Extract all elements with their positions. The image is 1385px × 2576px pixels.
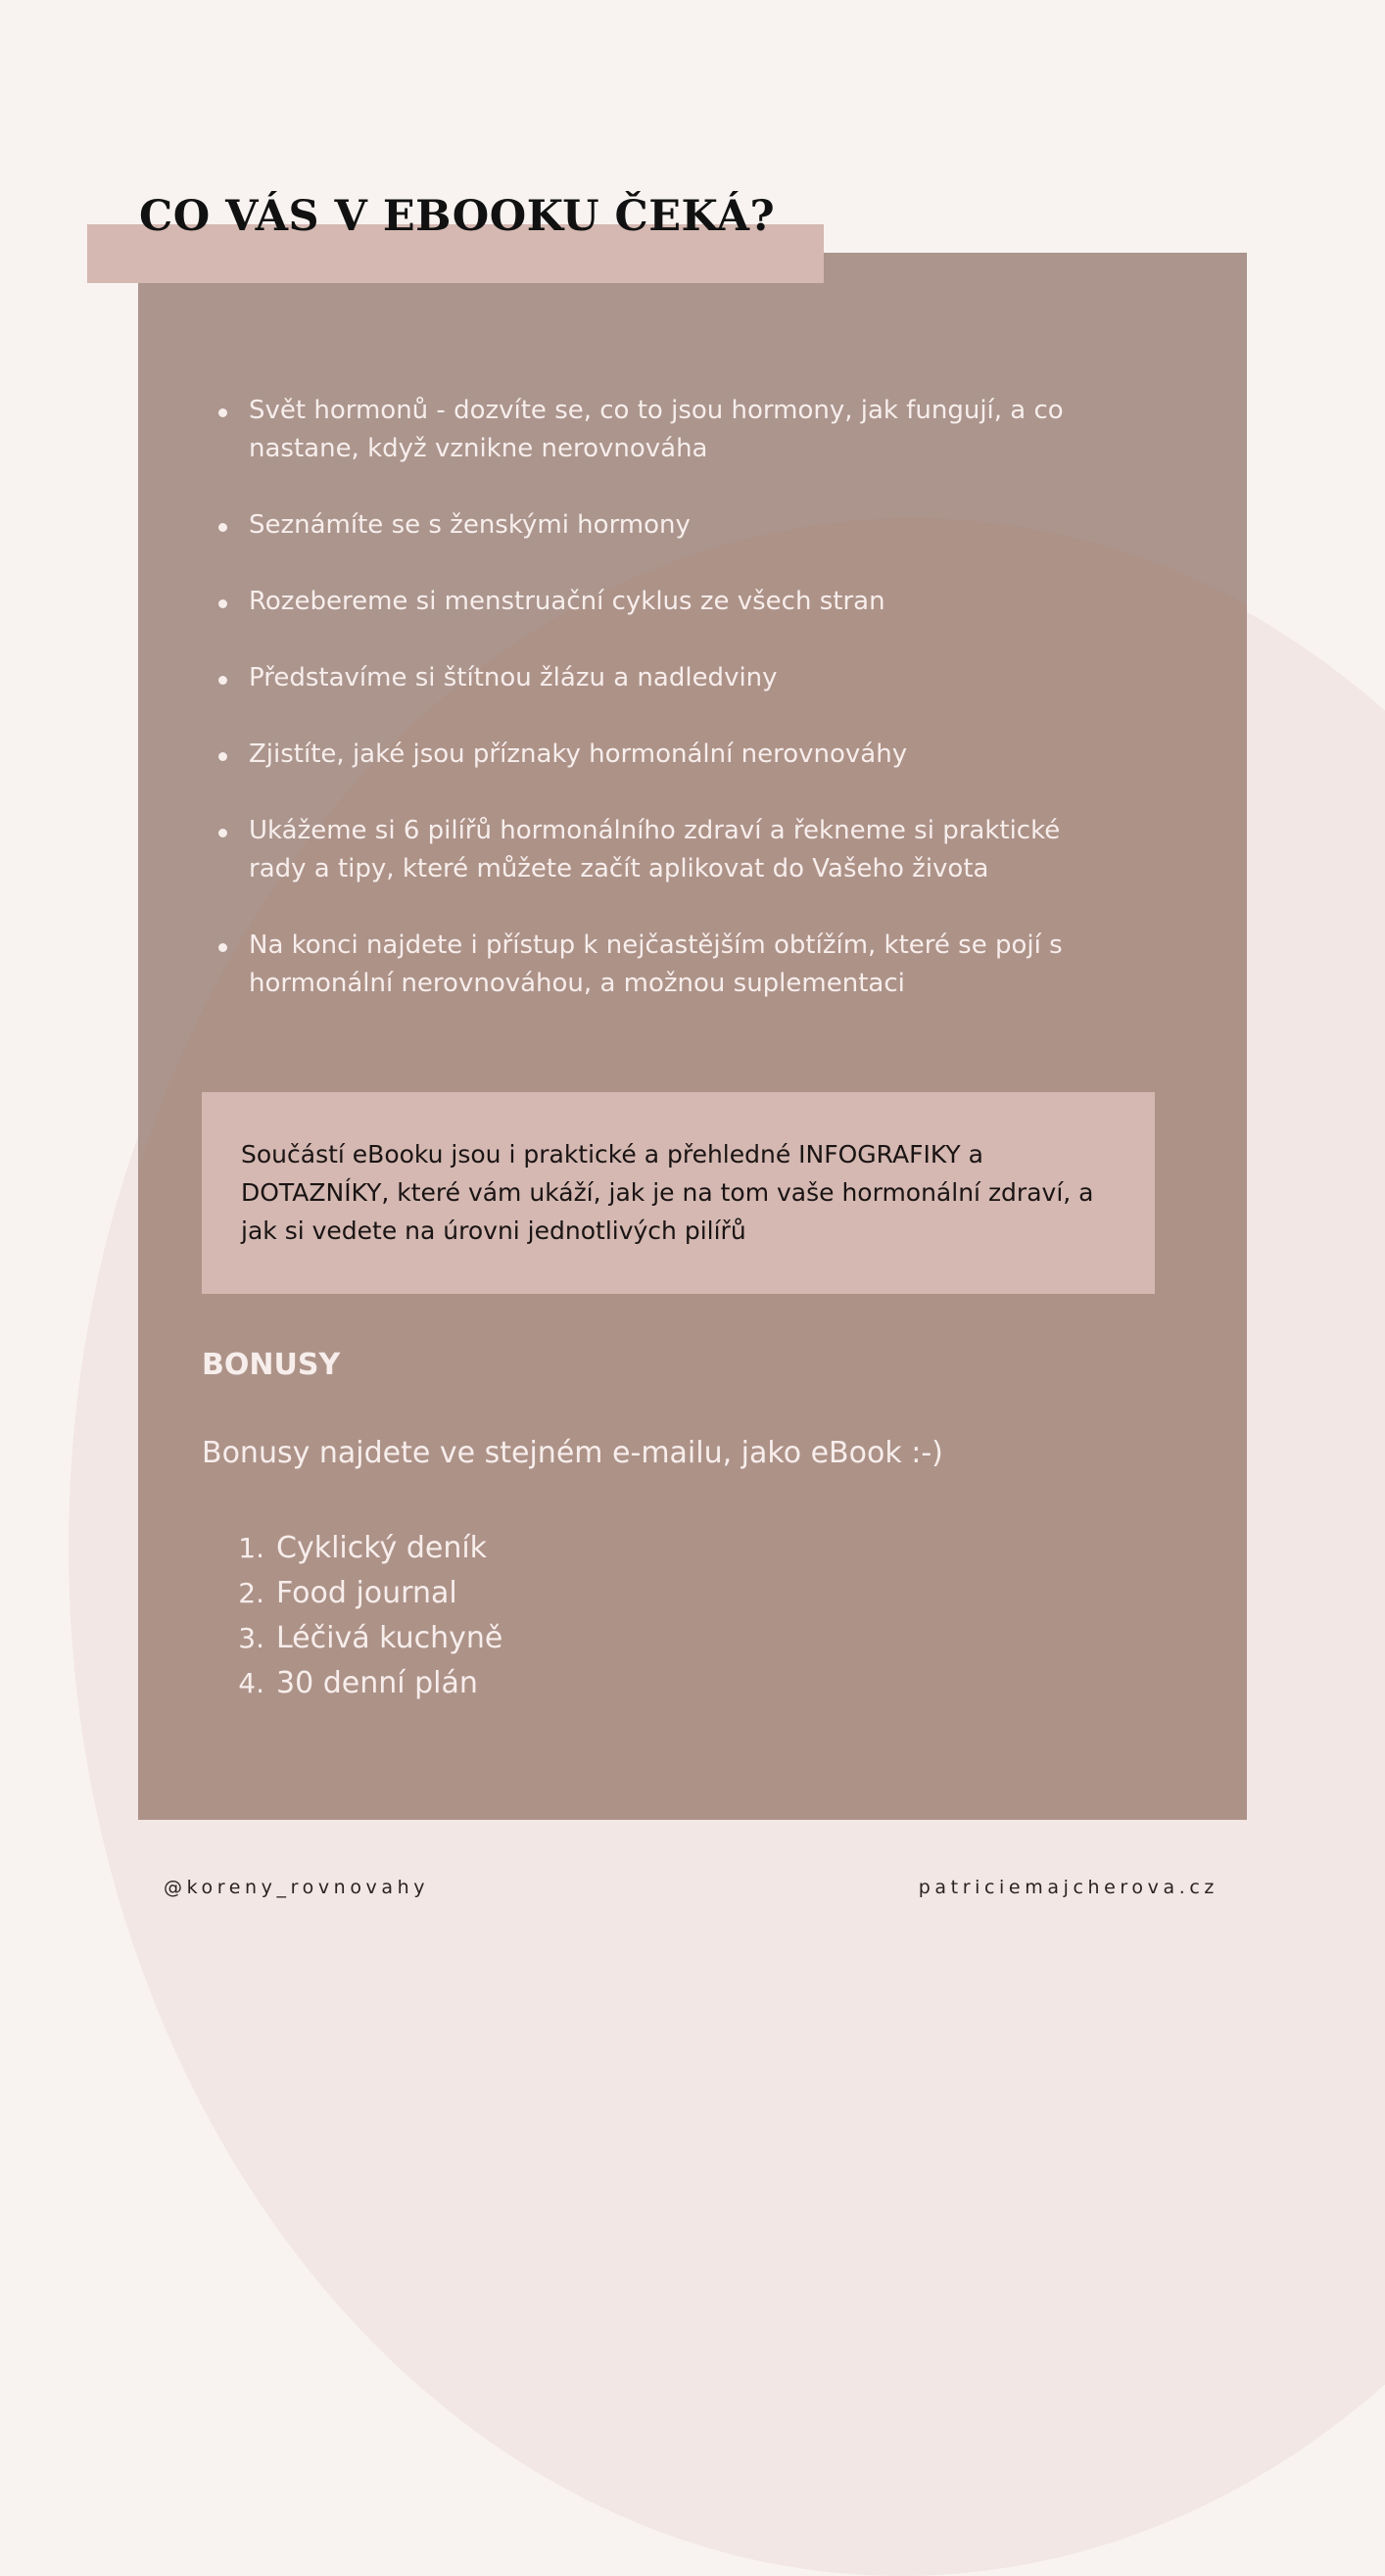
info-box: [202, 1092, 1155, 1294]
bonus-heading: BONUSY: [202, 1348, 341, 1382]
list-item: Představíme si štítnou žlázu a nadledviny: [215, 659, 1077, 697]
bonus-item: [225, 1616, 502, 1661]
bonus-label: Food journal: [276, 1576, 457, 1610]
bonus-label: 30 denní plán: [276, 1666, 478, 1700]
list-item: Ukážeme si 6 pilířů hormonálního zdraví a řekneme si praktické rady a tipy, které můžete začít aplikovat do Vašeho života: [215, 812, 1077, 888]
feature-list: [215, 392, 1077, 1041]
social-handle: @koreny_rovnovahy: [164, 1877, 430, 1898]
bonus-item: [225, 1571, 502, 1616]
list-item: Na konci najdete i přístup k nejčastějším obtížím, které se pojí s hormonální nerovnováhou, a možnou suplementaci: [215, 927, 1077, 1003]
list-item: Svět hormonů - dozvíte se, co to jsou hormony, jak fungují, a co nastane, když vznikne nerovnováha: [215, 392, 1077, 468]
info-text: Součástí eBooku jsou i praktické a přehledné INFOGRAFIKY a DOTAZNÍKY, které vám ukáží, jak je na tom vaše hormonální zdraví, a jak si vedete na úrovni jednotlivých pilířů: [241, 1140, 1094, 1245]
list-item: Seznámíte se s ženskými hormony: [215, 506, 1077, 545]
list-item: Zjistíte, jaké jsou příznaky hormonální nerovnováhy: [215, 736, 1077, 774]
list-item: Rozebereme si menstruační cyklus ze všech stran: [215, 583, 1077, 621]
bonus-intro: Bonusy najdete ve stejném e-mailu, jako eBook :-): [202, 1436, 943, 1470]
bonus-number: 1.: [238, 1532, 264, 1564]
bonus-number: 3.: [238, 1622, 264, 1654]
page-title: CO VÁS V EBOOKU ČEKÁ?: [139, 192, 776, 241]
bonus-number: 4.: [238, 1667, 264, 1699]
bonus-item: [225, 1526, 502, 1571]
bonus-list: [225, 1526, 502, 1706]
bonus-label: Cyklický deník: [276, 1531, 488, 1565]
bonus-label: Léčivá kuchyně: [276, 1621, 503, 1655]
bonus-item: [225, 1661, 502, 1706]
bonus-number: 2.: [238, 1577, 264, 1609]
website-link[interactable]: patriciemajcherova.cz: [918, 1877, 1218, 1898]
